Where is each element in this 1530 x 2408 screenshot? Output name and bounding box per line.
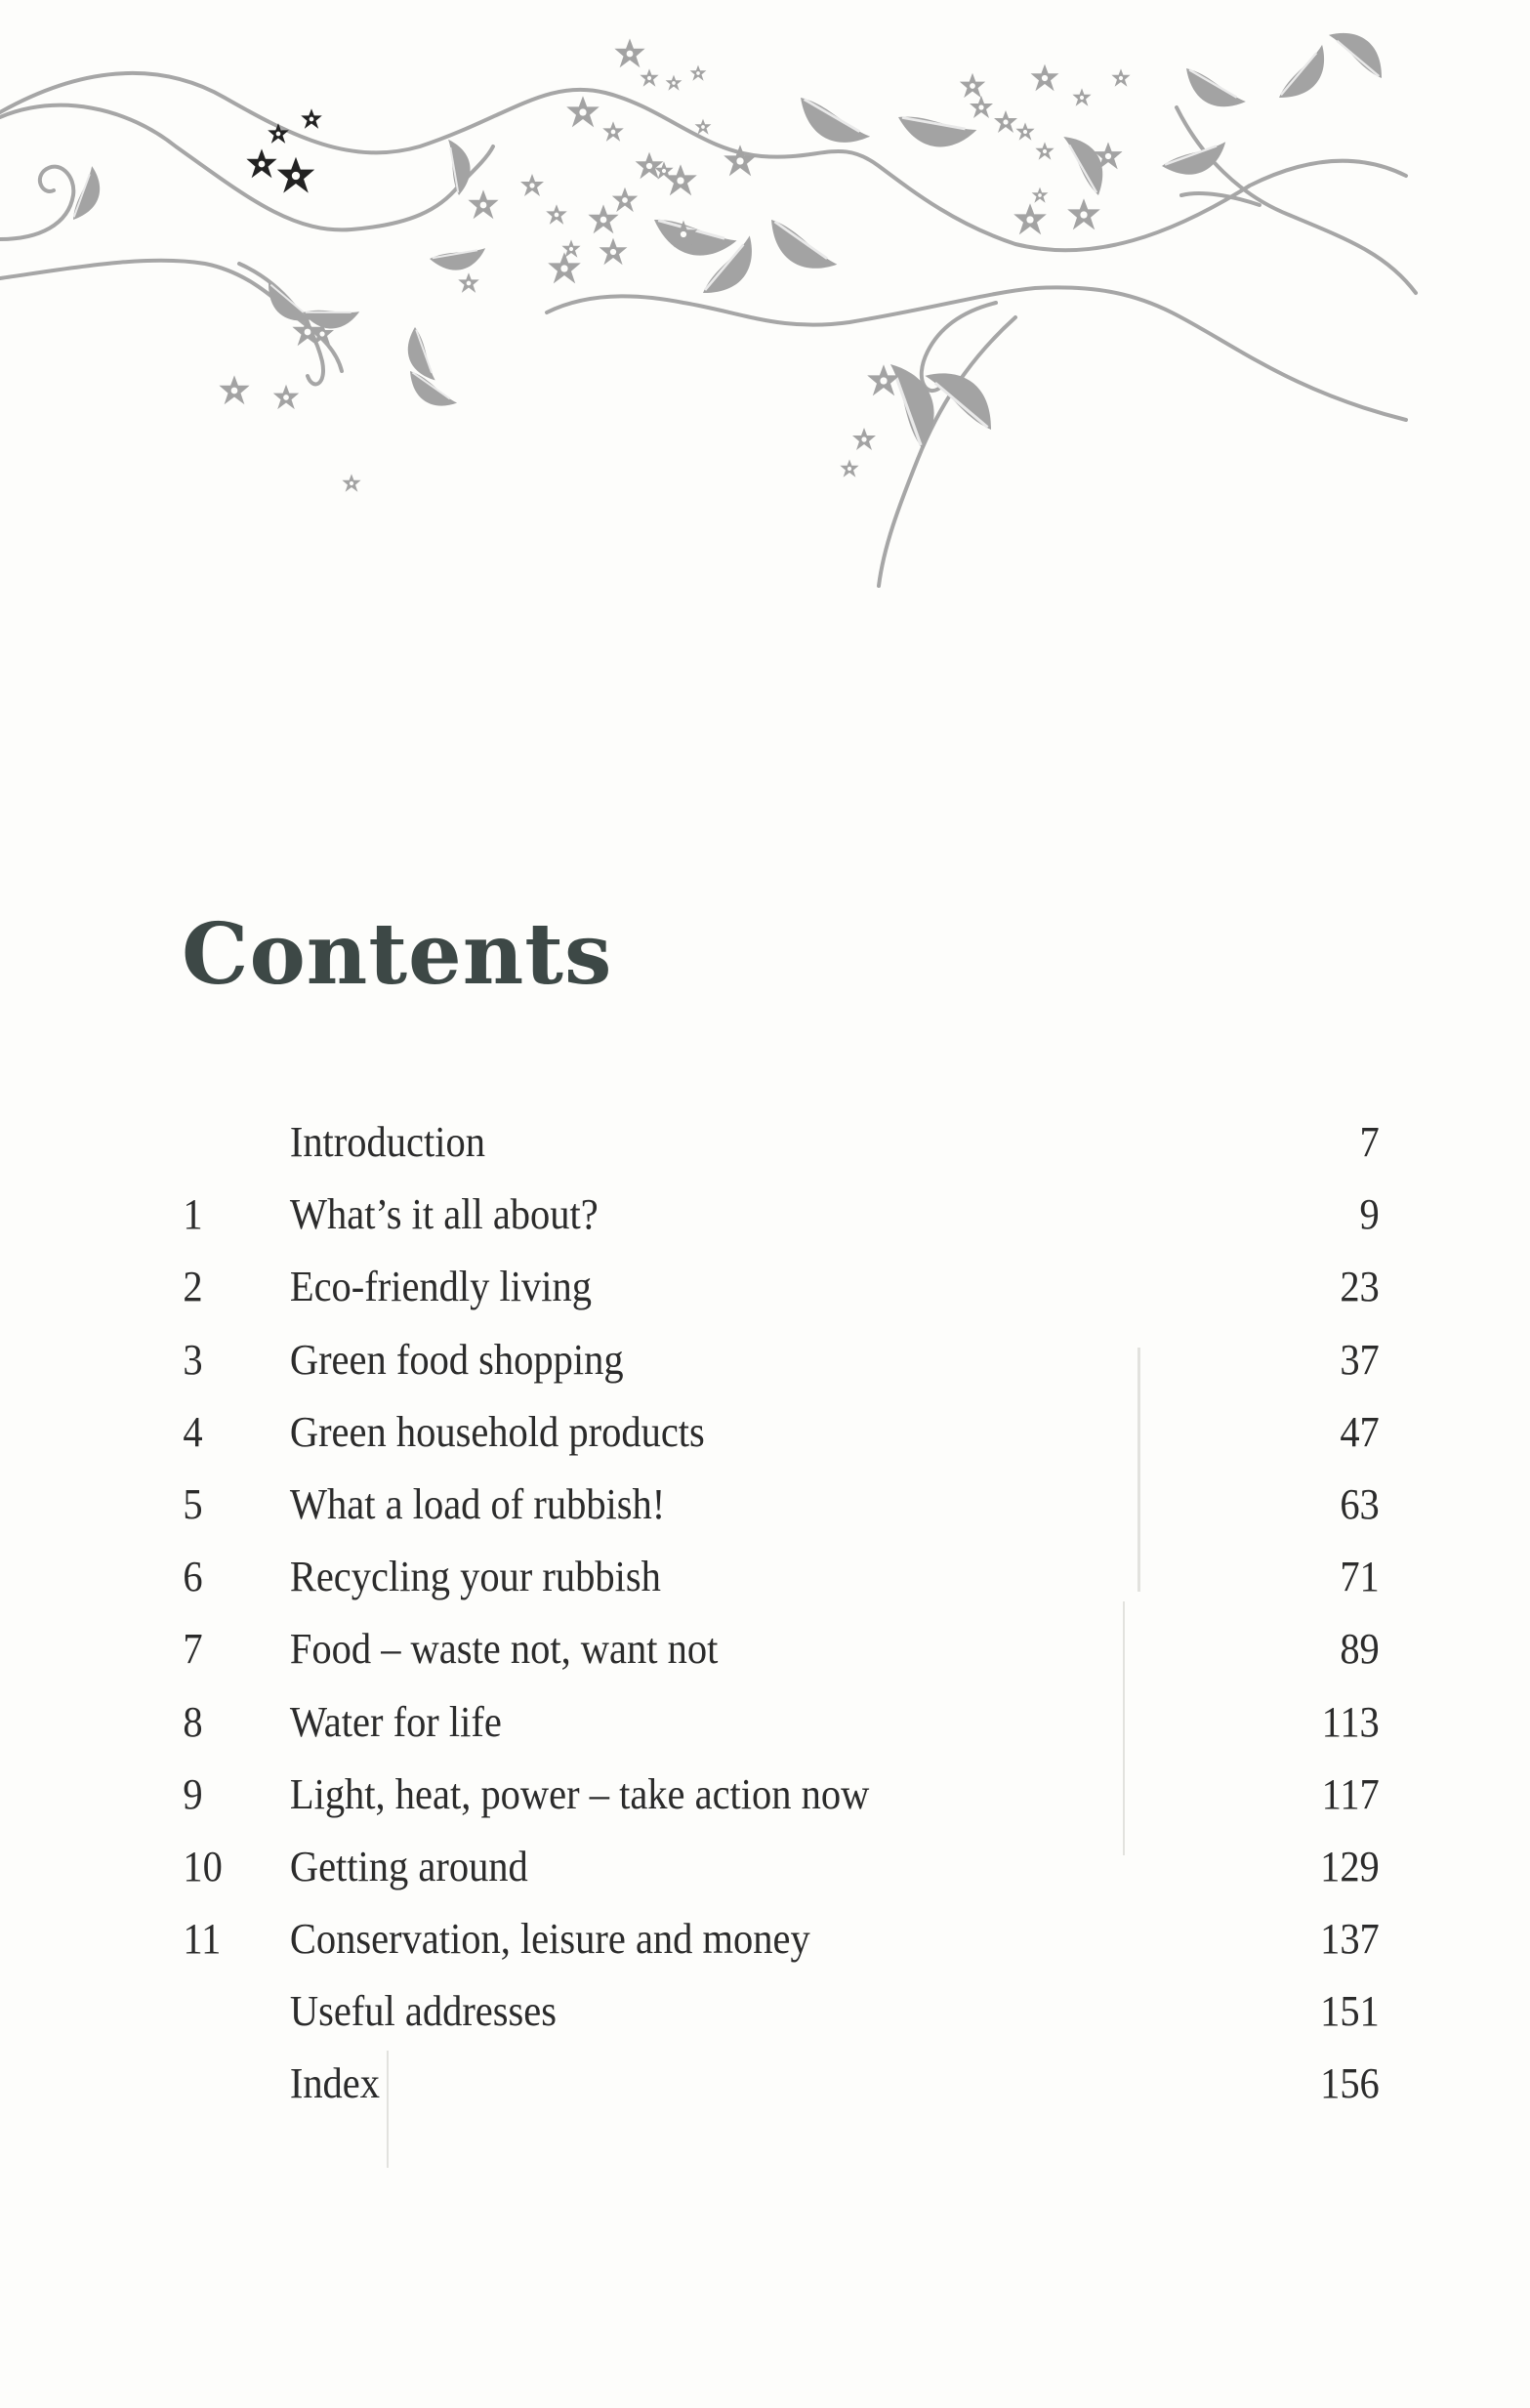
toc-entry[interactable]: [176, 1113, 1380, 1185]
chapter-number: 2: [183, 1263, 203, 1311]
toc-entry[interactable]: [176, 1620, 1380, 1692]
toc-entry[interactable]: [176, 1475, 1380, 1548]
page-number: 9: [1359, 1190, 1380, 1239]
chapter-title: What a load of rubbish!: [289, 1479, 666, 1528]
chapter-number: 3: [183, 1335, 203, 1384]
chapter-title: Light, heat, power – take action now: [289, 1769, 870, 1818]
chapter-number: 10: [183, 1842, 223, 1890]
page-number: 47: [1340, 1407, 1380, 1456]
page-number: 37: [1340, 1335, 1380, 1384]
chapter-number: 4: [183, 1407, 203, 1456]
toc-entry[interactable]: [176, 2055, 1380, 2127]
toc-entry[interactable]: [176, 1548, 1380, 1620]
chapter-title: What’s it all about?: [289, 1190, 599, 1239]
chapter-title: Getting around: [289, 1842, 528, 1890]
chapter-title: Water for life: [289, 1697, 502, 1746]
page-number: 71: [1340, 1553, 1380, 1601]
chapter-title: Index: [289, 2059, 381, 2108]
chapter-title: Green food shopping: [289, 1335, 624, 1384]
page-number: 23: [1340, 1263, 1380, 1311]
chapter-title: Eco-friendly living: [289, 1263, 592, 1311]
page-number: 151: [1320, 1987, 1380, 2036]
page-number: 129: [1320, 1842, 1380, 1890]
chapter-number: 11: [183, 1915, 222, 1964]
toc-entry[interactable]: [176, 1982, 1380, 2055]
page-number: 113: [1321, 1697, 1380, 1746]
chapter-title: Conservation, leisure and money: [289, 1915, 810, 1964]
toc-entry[interactable]: [176, 1910, 1380, 1982]
chapter-title: Food – waste not, want not: [289, 1625, 719, 1674]
chapter-title: Recycling your rubbish: [289, 1553, 661, 1601]
page-number: 89: [1340, 1625, 1380, 1674]
chapter-number: 6: [183, 1553, 203, 1601]
toc-entry[interactable]: [176, 1331, 1380, 1403]
chapter-title: Green household products: [289, 1407, 705, 1456]
chapter-number: 9: [183, 1769, 203, 1818]
toc-entry[interactable]: [176, 1403, 1380, 1475]
page-number: 156: [1320, 2059, 1380, 2108]
chapter-title: Useful addresses: [289, 1987, 558, 2036]
floral-vine-ornament-icon: [0, 0, 1530, 684]
toc-entry[interactable]: [176, 1765, 1380, 1838]
page-number: 7: [1359, 1118, 1380, 1166]
toc-entry[interactable]: [176, 1185, 1380, 1258]
toc-entry[interactable]: [176, 1258, 1380, 1330]
page-number: 137: [1320, 1915, 1380, 1964]
chapter-number: 5: [183, 1479, 203, 1528]
chapter-number: 8: [183, 1697, 203, 1746]
page-number: 63: [1340, 1479, 1380, 1528]
toc-entry[interactable]: [176, 1693, 1380, 1765]
page-title: Contents: [182, 905, 613, 1004]
toc-entry[interactable]: [176, 1838, 1380, 1910]
chapter-number: 1: [183, 1190, 203, 1239]
page-number: 117: [1321, 1769, 1380, 1818]
chapter-number: 7: [183, 1625, 203, 1674]
table-of-contents: [176, 1113, 1386, 2128]
chapter-title: Introduction: [289, 1118, 485, 1166]
